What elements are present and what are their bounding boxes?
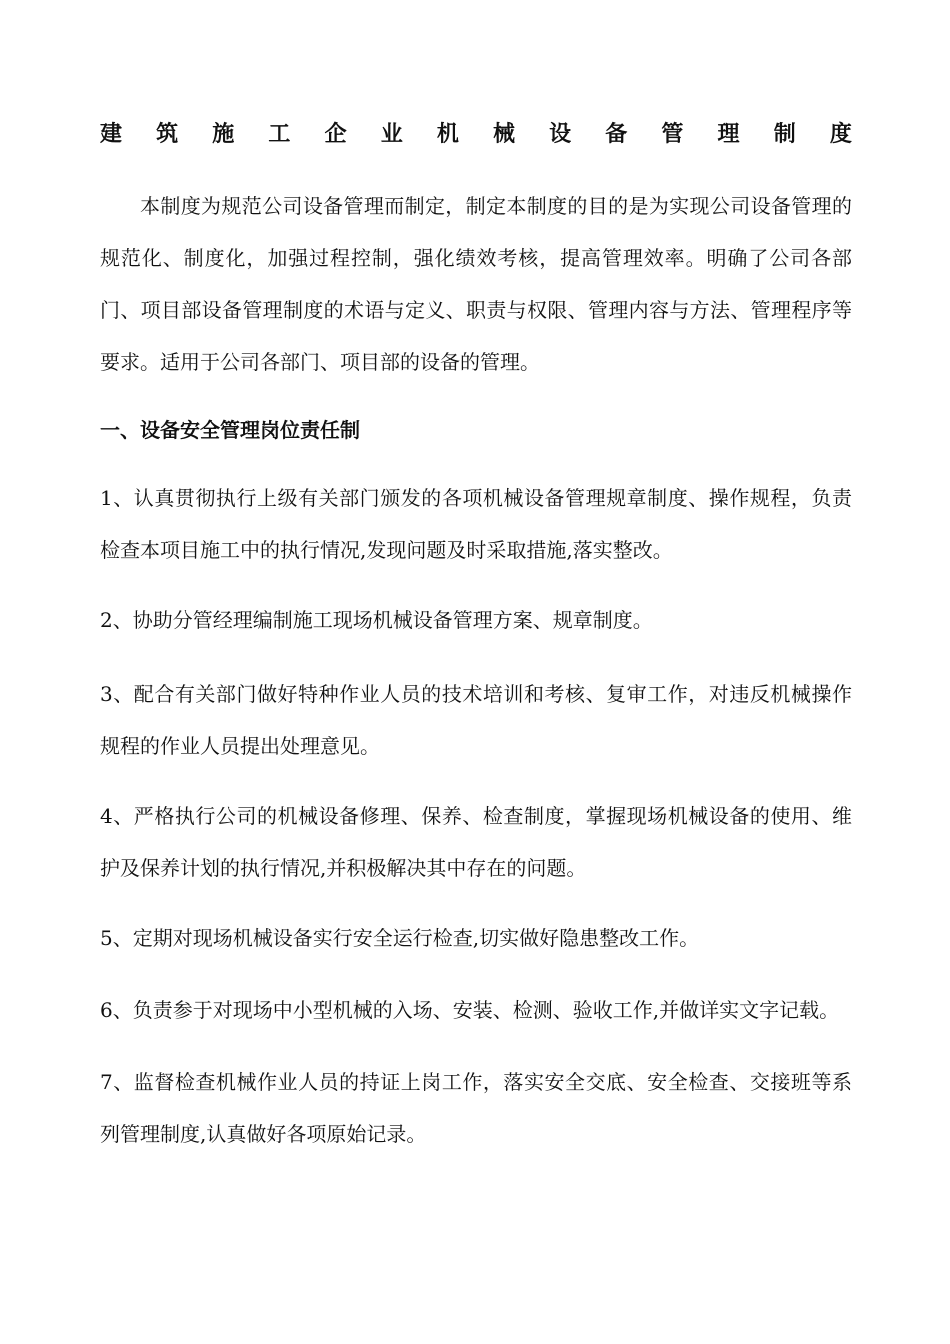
document-title: [100, 118, 852, 150]
title-char: 制: [773, 121, 796, 147]
intro-paragraph: 本制度为规范公司设备管理而制定，制定本制度的目的是为实现公司设备管理的规范化、制度化，加强过程控制，强化绩效考核，提高管理效率。明确了公司各部门、项目部设备管理制度的术语与定义、职责与权限、管理内容与方法、管理程序等要求。适用于公司各部门、项目部的设备的管理。: [100, 194, 852, 374]
title-char: 理: [717, 121, 740, 147]
list-item: 1、认真贯彻执行上级有关部门颁发的各项机械设备管理规章制度、操作规程，负责检查本项目施工中的执行情况,发现问题及时采取措施,落实整改。: [100, 486, 852, 562]
title-char: 建: [100, 121, 123, 147]
title-char: 筑: [156, 121, 179, 147]
title-char: 械: [492, 121, 515, 147]
list-item: 4、严格执行公司的机械设备修理、保养、检查制度，掌握现场机械设备的使用、维护及保养计划的执行情况,并积极解决其中存在的问题。: [100, 804, 852, 880]
title-char: 设: [549, 121, 572, 147]
title-char: 备: [605, 121, 628, 147]
section-heading: 一、设备安全管理岗位责任制: [100, 418, 360, 442]
title-char: 度: [829, 121, 852, 147]
title-char: 企: [324, 121, 347, 147]
list-item: 7、监督检查机械作业人员的持证上岗工作，落实安全交底、安全检查、交接班等系列管理制度,认真做好各项原始记录。: [100, 1070, 852, 1146]
title-char: 工: [268, 121, 291, 147]
title-char: 施: [212, 121, 235, 147]
list-item: 3、配合有关部门做好特种作业人员的技术培训和考核、复审工作，对违反机械操作规程的作业人员提出处理意见。: [100, 682, 852, 758]
list-item: 2、协助分管经理编制施工现场机械设备管理方案、规章制度。: [100, 608, 653, 632]
title-char: 管: [661, 121, 684, 147]
title-char: 机: [436, 121, 459, 147]
list-item: 5、定期对现场机械设备实行安全运行检查,切实做好隐患整改工作。: [100, 926, 700, 950]
title-char: 业: [380, 121, 403, 147]
list-item: 6、负责参于对现场中小型机械的入场、安装、检测、验收工作,并做详实文字记载。: [100, 998, 840, 1022]
